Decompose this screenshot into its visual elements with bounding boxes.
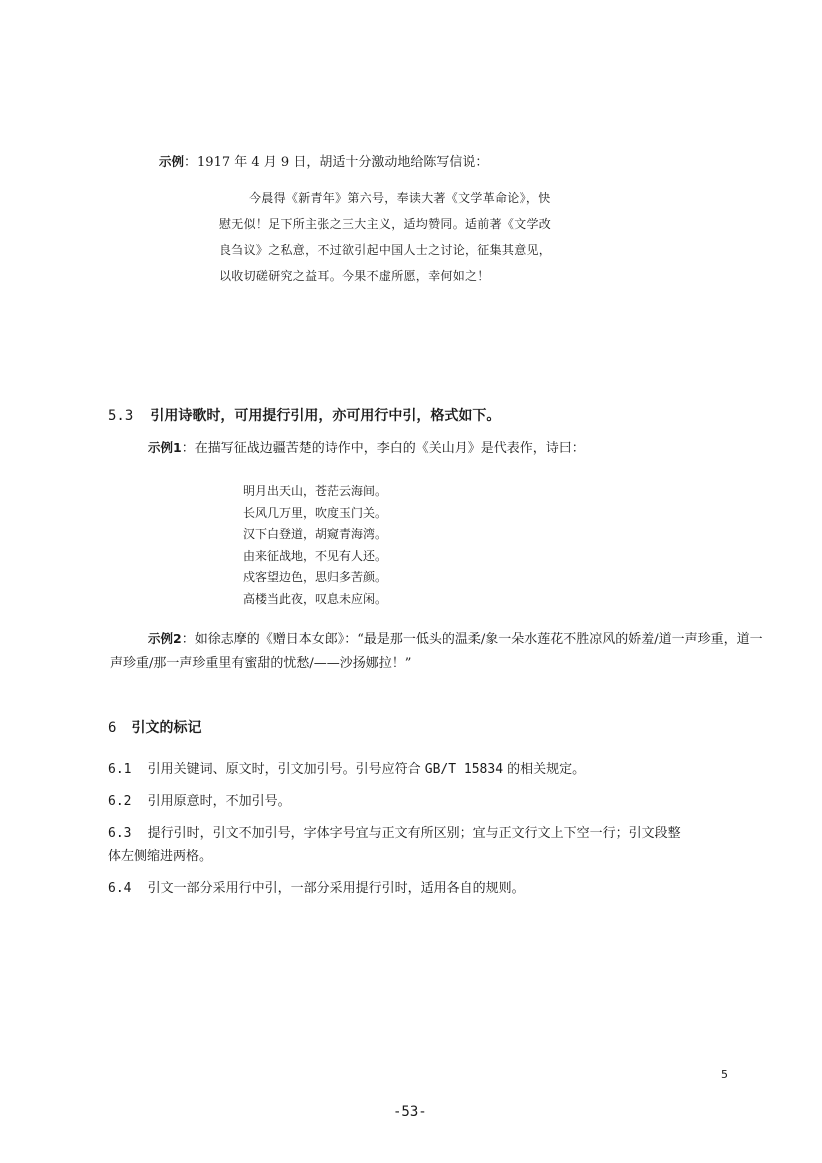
clause-text-a: 引用关键词、原文时，引文加引号。引号应符合 [147, 762, 425, 777]
page-number: 5 [721, 1068, 728, 1081]
section-title: 引用诗歌时，可用提行引用，亦可用行中引，格式如下。 [150, 408, 501, 424]
example2-line1 [148, 630, 763, 649]
poem-line: 汉下白登道，胡窥青海湾。 [243, 527, 388, 542]
quote-line: 今晨得《新青年》第六号，奉读大著《文学革命论》，快 [249, 191, 551, 205]
poem-line: 戍客望边色，思归多苦颜。 [243, 570, 388, 585]
poem-line: 明月出天山，苍茫云海间。 [243, 484, 388, 498]
poem-line: 长风几万里，吹度玉门关。 [243, 505, 388, 520]
example-colon: ： [184, 155, 198, 170]
section-number: 5.3 [108, 408, 134, 424]
section-title: 引文的标记 [131, 720, 202, 736]
clause-number: 6.4 [108, 881, 132, 896]
quote-line: 良刍议》之私意，不过欲引起中国人士之讨论，征集其意见， [219, 243, 552, 257]
clause-number: 6.3 [108, 826, 132, 841]
clause-6-1 [108, 761, 585, 779]
clause-6-3-line2: 体左侧缩进两格。 [108, 849, 213, 864]
clause-number: 6.2 [108, 794, 132, 809]
poem-line: 由来征战地，不见有人还。 [243, 548, 388, 563]
example1-label: 示例1 [148, 440, 182, 455]
clause-6-4 [108, 880, 525, 898]
clause-text-1: 提行引时，引文不加引号，字体字号宜与正文有所区别；宜与正文行文上下空一行；引文段整 [147, 826, 681, 841]
example2-text-1: ：如徐志摩的《赠日本女郎》：“最是那一低头的温柔/象一朵水莲花不胜凉风的娇羞/道一声珍重，道一 [181, 632, 763, 647]
example2-line2: 声珍重/那一声珍重里有蜜甜的忧愁/——沙扬娜拉！” [110, 656, 412, 671]
quote-line: 以收切磋研究之益耳。今果不虚所愿，幸何如之！ [219, 269, 490, 283]
example-intro-text: 1917 年 4 月 9 日，胡适十分激动地给陈写信说： [197, 155, 489, 170]
section-heading-6 [108, 717, 202, 737]
clause-text: 引文一部分采用行中引，一部分采用提行引时，适用各自的规则。 [147, 881, 525, 896]
section-heading-5-3 [108, 405, 500, 425]
example1-text: ：在描写征战边疆苦楚的诗作中，李白的《关山月》是代表作，诗曰： [181, 441, 585, 456]
poem [243, 481, 387, 611]
section-number: 6 [108, 720, 117, 736]
clause-6-3 [108, 825, 681, 843]
clause-code: GB/T 15834 [424, 762, 504, 777]
example1-intro [148, 439, 585, 458]
clause-number: 6.1 [108, 762, 132, 777]
clause-text-b: 的相关规定。 [503, 762, 586, 777]
clause-text: 引用原意时，不加引号。 [147, 794, 291, 809]
example2-label: 示例2 [148, 631, 182, 646]
example-top-intro [159, 153, 488, 172]
example-label: 示例 [159, 154, 185, 169]
poem-line: 高楼当此夜，叹息未应闲。 [243, 591, 388, 606]
clause-6-2 [108, 793, 291, 811]
quote-line: 慰无似！足下所主张之三大主义，适均赞同。适前著《文学改 [219, 217, 552, 231]
volume-page-number: -53- [393, 1104, 427, 1120]
